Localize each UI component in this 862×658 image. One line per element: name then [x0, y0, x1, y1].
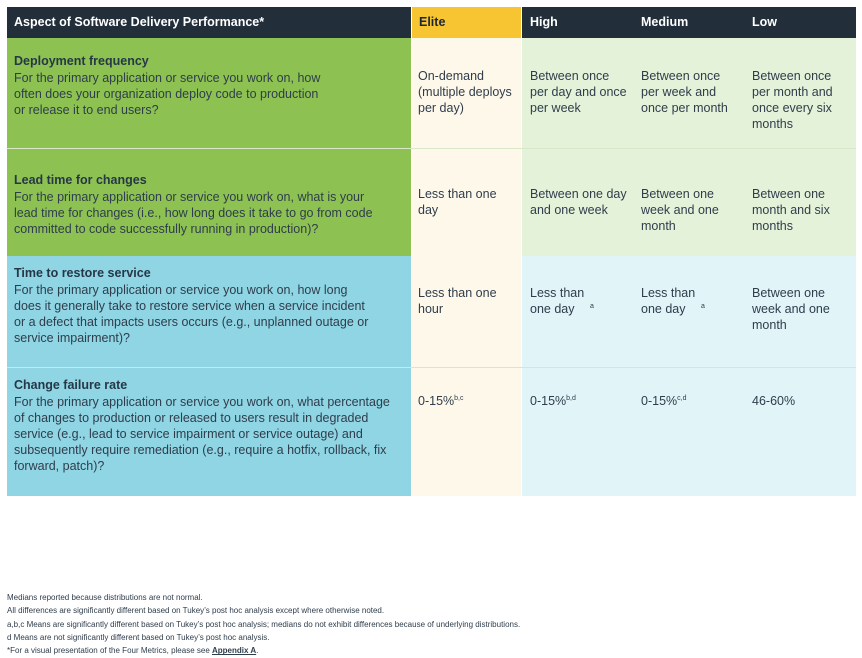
medium-value-text: 0-15% [641, 394, 678, 408]
aspect-cell [7, 149, 411, 256]
aspect-title: Time to restore service [14, 266, 151, 280]
footnote-abc: a,b,c Means are significantly different based on Tukey’s post hoc analysis; medians do not exhibit differences because of underlying distributions. [7, 619, 521, 629]
low-value: 46-60% [744, 368, 856, 496]
footnotes [7, 591, 520, 657]
elite-value: Less than one hour [412, 256, 521, 367]
elite-value: On-demand (multiple deploys per day) [412, 38, 521, 148]
elite-value [412, 368, 521, 496]
elite-value-text: 0-15% [418, 394, 455, 408]
aspect-cell [7, 38, 411, 148]
aspect-cell [7, 256, 411, 367]
low-value: Between one month and six months [744, 149, 856, 256]
footnote-marker: b,c [454, 394, 464, 402]
elite-value: Less than one day [412, 149, 521, 256]
header-aspect: Aspect of Software Delivery Performance* [7, 7, 411, 38]
footnote-d: d Means are not significantly different based on Tukey’s post hoc analysis. [7, 632, 270, 642]
aspect-title: Deployment frequency [14, 54, 149, 68]
header-medium: Medium [633, 7, 744, 38]
row-time-to-restore [7, 256, 856, 367]
header-high: High [522, 7, 633, 38]
medium-value [633, 368, 744, 496]
footnote-medians: Medians reported because distributions are not normal. [7, 593, 203, 602]
aspect-description: For the primary application or service you work on, what is your lead time for changes (i.e., how long does it take to go from code committed to code successfully running in production)? [14, 190, 373, 236]
header-elite: Elite [412, 7, 521, 38]
aspect-title: Lead time for changes [14, 173, 147, 187]
low-value: Between one week and one month [744, 256, 856, 367]
aspect-description: For the primary application or service you work on, how long does it generally take to restore service when a service incident or a defect that impacts users occurs (e.g., unplanned outage or service impairment)? [14, 283, 369, 345]
medium-value-text: Less than one day [641, 286, 696, 316]
row-change-failure-rate [7, 368, 856, 496]
aspect-description: For the primary application or service you work on, how often does your organization deploy code to production or release it to end users? [14, 71, 321, 117]
aspect-cell [7, 368, 411, 496]
high-value-text: Less than one day [530, 286, 585, 316]
low-value: Between once per month and once every six months [744, 38, 856, 148]
row-deployment-frequency [7, 38, 856, 148]
header-low: Low [744, 7, 856, 38]
medium-value: Between one week and one month [633, 149, 744, 256]
footnote-marker: a [590, 302, 594, 310]
footnote-appendix-prefix: *For a visual presentation of the Four Metrics, please see [7, 646, 212, 656]
footnote-differences: All differences are significantly different based on Tukey’s post hoc analysis except where otherwise noted. [7, 606, 385, 616]
appendix-a-link[interactable]: Appendix A [212, 646, 257, 656]
aspect-description: For the primary application or service you work on, what percentage of changes to production or released to users result in degraded service (e.g., lead to service impairment or service outage) and subsequently require remediation (e.g., require a hotfix, rollback, fix forward, patch)? [14, 395, 390, 473]
medium-value: Between once per week and once per month [633, 38, 744, 148]
footnote-marker: a [701, 302, 705, 310]
high-value: Between one day and one week [522, 149, 633, 256]
high-value: Between once per day and once per week [522, 38, 633, 148]
high-value [522, 256, 633, 367]
footnote-appendix-suffix: . [256, 646, 259, 656]
footnote-marker: c,d [677, 394, 687, 402]
row-lead-time [7, 149, 856, 256]
footnote-marker: b,d [566, 394, 576, 402]
high-value [522, 368, 633, 496]
footnote-appendix [7, 644, 520, 657]
high-value-text: 0-15% [530, 394, 567, 408]
medium-value [633, 256, 744, 367]
aspect-title: Change failure rate [14, 378, 128, 392]
